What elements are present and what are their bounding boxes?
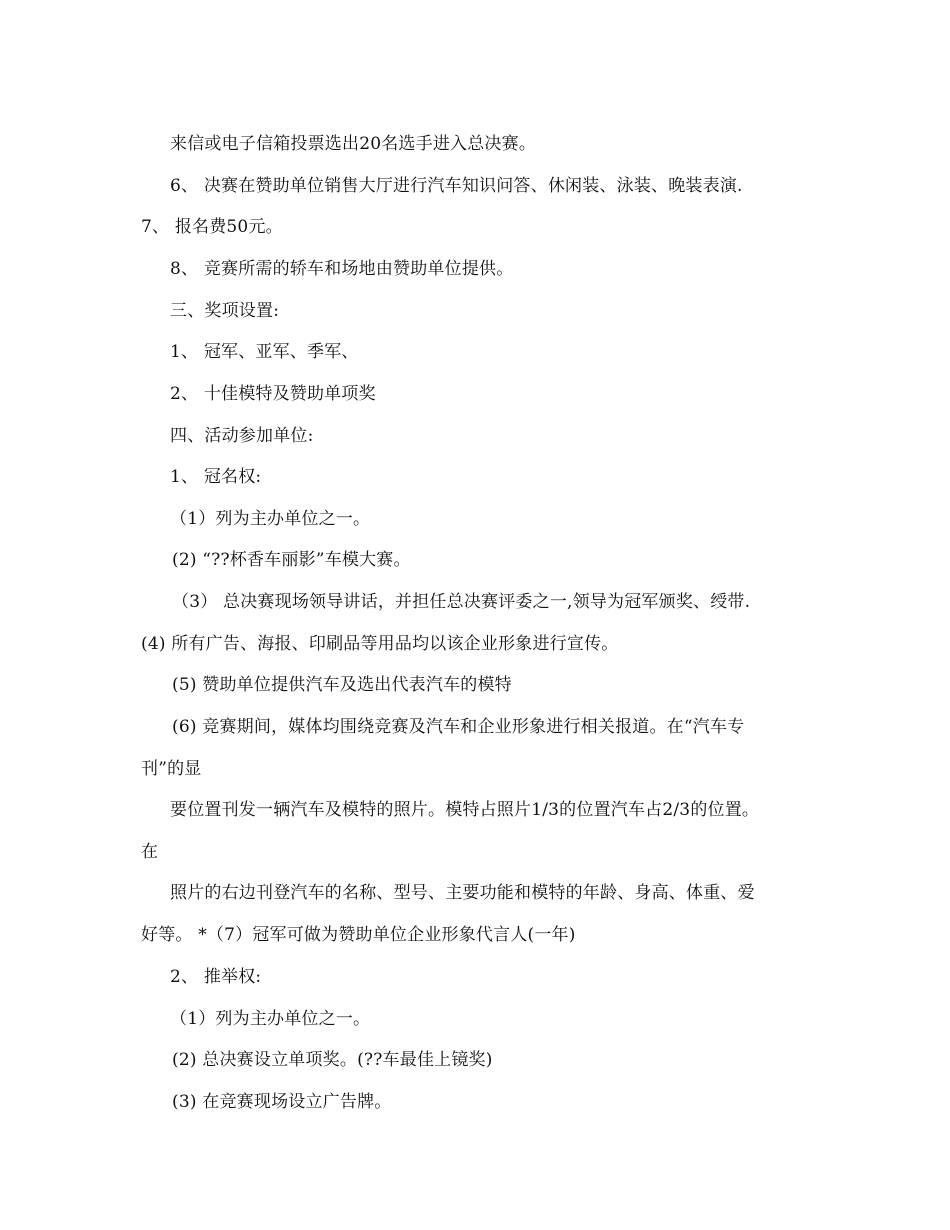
text-line-23: (2) 总决赛设立单项奖。(??车最佳上镜奖) bbox=[172, 1050, 493, 1070]
text-line-19: 照片的右边刊登汽车的名称、型号、主要功能和模特的年龄、身高、体重、爱 bbox=[170, 883, 755, 903]
text-line-2: 6、 决赛在赞助单位销售大厅进行汽车知识问答、休闲装、泳装、晚装表演. bbox=[170, 176, 743, 196]
text-line-10: （1）列为主办单位之一。 bbox=[170, 509, 371, 529]
text-line-18: 在 bbox=[141, 842, 159, 862]
text-line-6: 1、 冠军、亚军、季军、 bbox=[170, 342, 359, 362]
text-line-9: 1、 冠名权: bbox=[170, 467, 262, 487]
text-line-24: (3) 在竞赛现场设立广告牌。 bbox=[172, 1092, 392, 1112]
text-line-20: 好等。 *（7）冠军可做为赞助单位企业形象代言人(一年) bbox=[141, 925, 576, 945]
text-line-4: 8、 竞赛所需的轿车和场地由赞助单位提供。 bbox=[170, 259, 514, 279]
section-heading-awards: 三、奖项设置: bbox=[170, 301, 280, 321]
text-line-14: (5) 赞助单位提供汽车及选出代表汽车的模特 bbox=[172, 675, 512, 695]
text-line-13: (4) 所有广告、海报、印刷品等用品均以该企业形象进行宣传。 bbox=[141, 634, 619, 654]
text-line-3: 7、 报名费50元。 bbox=[141, 217, 283, 237]
section-heading-units: 四、活动参加单位: bbox=[170, 426, 314, 446]
text-line-16: 刊”的显 bbox=[141, 759, 202, 779]
text-line-11: (2) “??杯香车丽影”车模大赛。 bbox=[172, 550, 411, 570]
text-line-21: 2、 推举权: bbox=[170, 967, 262, 987]
text-line-7: 2、 十佳模特及赞助单项奖 bbox=[170, 384, 376, 404]
text-line-1: 来信或电子信箱投票选出20名选手进入总决赛。 bbox=[170, 134, 537, 154]
text-line-22: （1）列为主办单位之一。 bbox=[170, 1009, 371, 1029]
text-line-17: 要位置刊发一辆汽车及模特的照片。模特占照片1/3的位置汽车占2/3的位置。 bbox=[170, 800, 760, 820]
text-line-12: （3） 总决赛现场领导讲话，并担任总决赛评委之一,领导为冠军颁奖、绶带. bbox=[172, 592, 751, 612]
text-line-15: (6) 竞赛期间，媒体均围绕竞赛及汽车和企业形象进行相关报道。在“汽车专 bbox=[172, 717, 745, 737]
